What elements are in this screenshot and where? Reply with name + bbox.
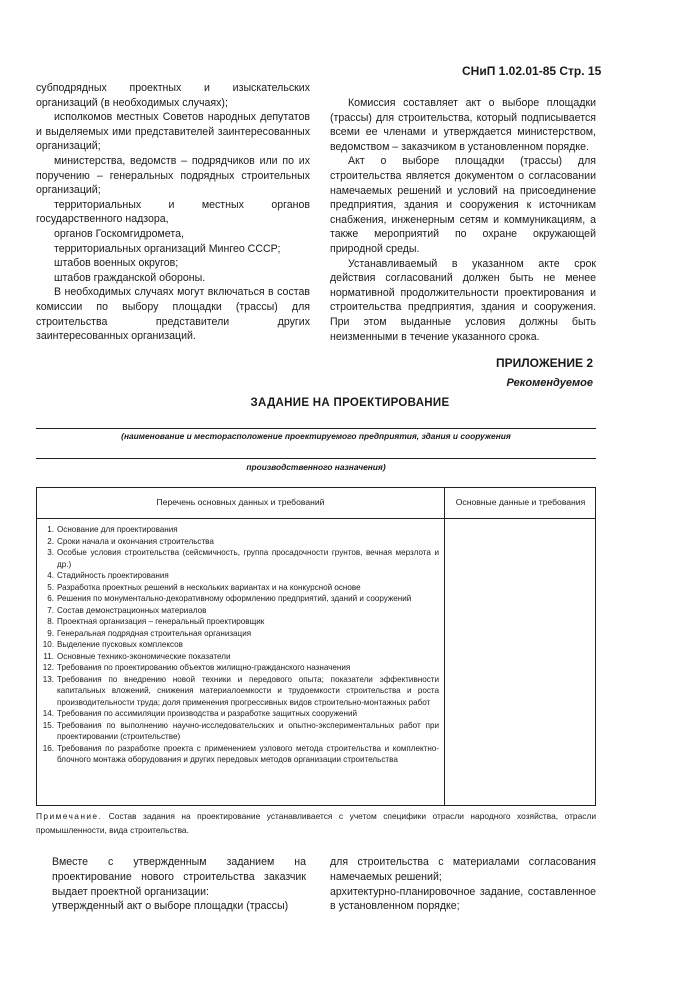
table-column-divider — [444, 488, 445, 805]
list-item — [37, 662, 439, 674]
item-number: 6. — [47, 594, 54, 603]
list-item — [37, 628, 439, 640]
note-text: Состав задания на проектирование устанавливается с учетом специфики отрасли народного хозяйства, отрасли промышленности, вида строительства. — [36, 811, 597, 835]
bottom-left-text — [52, 855, 306, 914]
item-number: 4. — [47, 571, 54, 580]
list-item — [37, 524, 439, 536]
form-caption-line1: (наименование и месторасположение проектируемого предприятия, здания и сооружения — [121, 431, 511, 441]
list-item — [37, 536, 439, 548]
note — [36, 810, 596, 837]
paragraph: утвержденный акт о выборе площадки (трассы) — [52, 900, 289, 913]
paragraph: Комиссия составляет акт о выборе площадки (трассы) для строительства, который подписывается всеми ее членами и утверждается министерством, ведомством – заказчиком в установленном порядке. — [330, 97, 596, 153]
paragraph: субподрядных проектных и изыскательских организаций (в необходимых случаях); — [36, 82, 310, 109]
item-number: 14. — [42, 709, 54, 718]
list-item — [37, 605, 439, 617]
appendix-title: ПРИЛОЖЕНИЕ 2 — [495, 356, 593, 370]
list-item — [37, 720, 439, 743]
bottom-right-text — [330, 855, 596, 914]
paragraph: исполкомов местных Советов народных депутатов и выделяемых ими представителей заинтересованных организаций; — [36, 111, 310, 153]
item-number: 2. — [47, 536, 54, 546]
item-text: Требования по внедрению новой техники и передового опыта; показатели эффективности капитальных вложений, снижения материалоемкости и трудоемкости строительства и роста производительности труда; доля применения прогрессивных видов строительно-монтажных работ — [57, 674, 439, 707]
paragraph: территориальных организаций Мингео СССР; — [54, 242, 281, 255]
appendix-subtitle: Рекомендуемое — [506, 377, 593, 389]
item-number: 7. — [47, 605, 54, 615]
requirements-table — [36, 487, 596, 806]
list-item — [37, 570, 439, 582]
paragraph: штабов гражданской обороны. — [54, 271, 206, 284]
list-item — [37, 708, 439, 720]
page-header: СНиП 1.02.01-85 Стр. 15 — [462, 64, 602, 78]
item-text: Проектная организация – генеральный проектировщик — [57, 617, 265, 626]
item-number: 9. — [47, 628, 54, 638]
item-text: Решения по монументально-декоративному оформлению предприятий, зданий и сооружений — [57, 594, 412, 603]
item-text: Особые условия строительства (сейсмичность, группа просадочности грунтов, вечная мерзлота и др.) — [57, 548, 439, 569]
item-number: 16. — [42, 743, 54, 753]
paragraph: Устанавливаемый в указанном акте срок действия согласований должен быть не менее нормативной продолжительности проектирования и строительства предприятия, здания и сооружения. При этом выданные условия должны быть неизменными в течение указанного срока. — [330, 257, 596, 343]
item-number: 3. — [47, 548, 54, 557]
item-number: 13. — [42, 674, 54, 684]
paragraph: для строительства с материалами согласования намечаемых решений; — [330, 856, 596, 883]
list-item — [37, 547, 439, 570]
paragraph: министерства, ведомств – подрядчиков или по их поручению – генеральных подрядных строительных организаций; — [36, 154, 310, 197]
item-text: Требования по разработке проекта с применением узлового метода строительства и комплектно-блочного монтажа оборудования и других передовых методов организации строительства — [57, 743, 439, 764]
fill-in-line — [36, 458, 596, 459]
item-number: 1. — [47, 525, 54, 534]
list-item — [37, 743, 439, 766]
item-number: 8. — [47, 617, 54, 626]
list-item — [37, 639, 439, 651]
table-header-data: Основные данные и требования — [455, 497, 586, 507]
item-text: Разработка проектных решений в нескольких вариантах и на конкурсной основе — [57, 582, 361, 592]
item-text: Генеральная подрядная строительная организация — [57, 628, 252, 638]
paragraph: Акт о выборе площадки (трассы) для строительства является документом о согласовании намечаемых решений и условий на присоединение предприятия, здания и сооружения к источникам снабжения, инженерным сетям и коммуникациям, а также мероприятий по охране окружающей природной среды. — [330, 155, 596, 255]
paragraph: В необходимых случаях могут включаться в состав комиссии по выбору площадки (трассы) для строительства представители других заинтересованных организаций. — [36, 286, 310, 343]
item-text: Сроки начала и окончания строительства — [57, 536, 214, 546]
item-number: 10. — [42, 640, 54, 649]
list-item — [37, 651, 439, 663]
fill-in-line — [36, 428, 596, 429]
left-text-column — [36, 81, 310, 344]
item-number: 11. — [43, 651, 54, 661]
paragraph: штабов военных округов; — [54, 257, 179, 270]
table-header-divider — [37, 518, 595, 519]
item-number: 15. — [42, 720, 54, 730]
paragraph: архитектурно-планировочное задание, составленное в установленном порядке; — [330, 885, 596, 913]
item-text: Основание для проектирования — [57, 525, 178, 534]
note-label: Примечание. — [36, 811, 103, 821]
form-caption-line2: производственного назначения) — [246, 462, 386, 472]
paragraph: Вместе с утвержденным заданием на проектирование нового строительства заказчик выдает проектной организации: — [52, 856, 306, 898]
requirements-list — [37, 524, 439, 766]
right-text-column — [330, 96, 596, 344]
item-text: Состав демонстрационных материалов — [57, 605, 207, 615]
item-text: Требования по ассимиляции производства и разработке защитных сооружений — [57, 709, 358, 718]
table-header-list: Перечень основных данных и требований — [156, 497, 325, 507]
item-text: Выделение пусковых комплексов — [57, 640, 183, 649]
paragraph: органов Госкомгидромета, — [54, 227, 184, 240]
item-text: Основные технико-экономические показатели — [57, 651, 231, 661]
item-text: Требования по выполнению научно-исследовательских и опытно-экспериментальных работ при проектировании (строительстве) — [57, 720, 439, 741]
item-text: Требования по проектированию объектов жилищно-гражданского назначения — [57, 663, 351, 672]
paragraph: территориальных и местных органов государственного надзора, — [36, 198, 310, 226]
list-item — [37, 593, 439, 605]
list-item — [37, 674, 439, 709]
item-text: Стадийность проектирования — [57, 571, 169, 580]
item-number: 12. — [42, 663, 54, 672]
list-item — [37, 616, 439, 628]
item-number: 5. — [47, 582, 54, 592]
form-title: ЗАДАНИЕ НА ПРОЕКТИРОВАНИЕ — [250, 397, 450, 409]
list-item — [37, 582, 439, 594]
